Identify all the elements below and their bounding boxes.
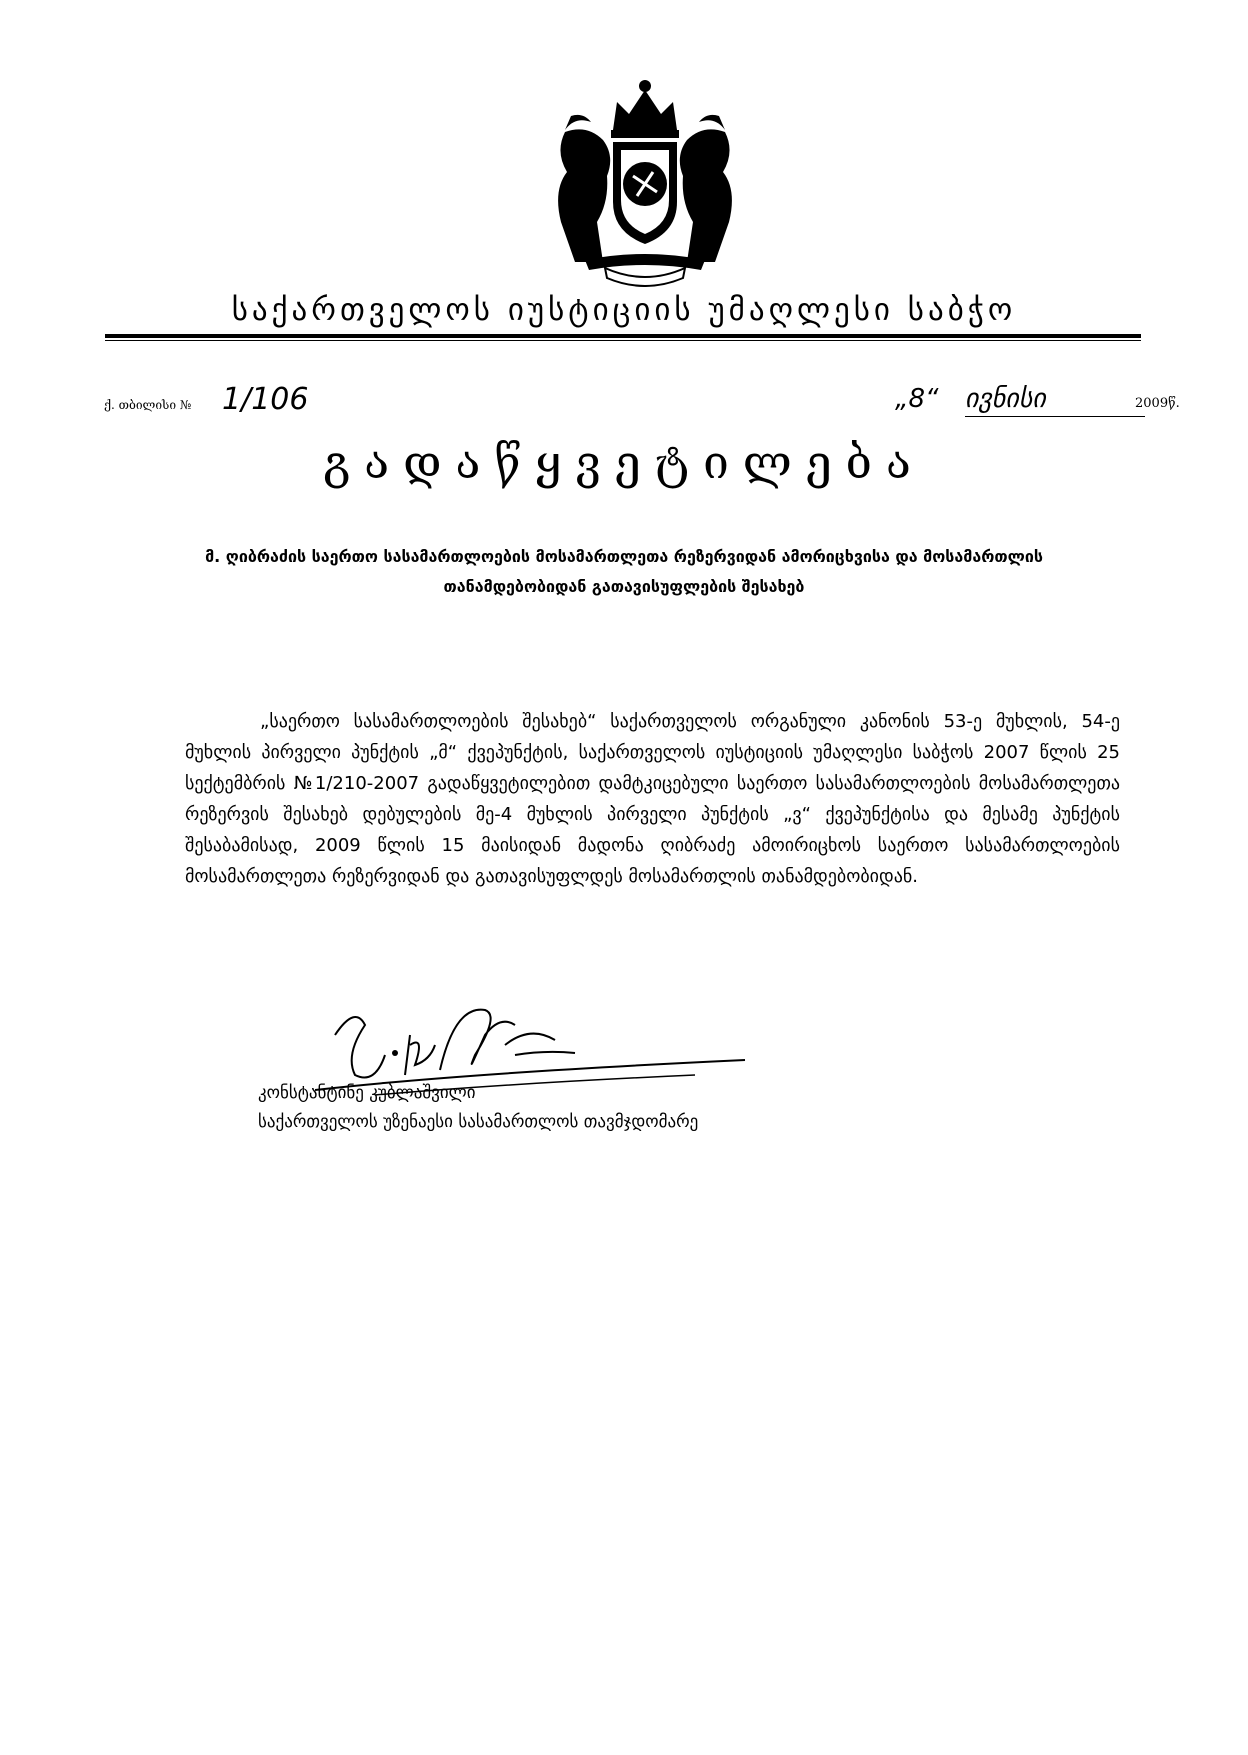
- decree-body: „საერთო სასამართლოების შესახებ“ საქართველოს ორგანული კანონის 53-ე მუხლის, 54-ე მუხლის პირველი პუნქტის „მ“ ქვეპუნქტის, საქართველოს იუსტიციის უმაღლესი საბჭოს 2007 წლის 25 სექტემბრის №1/210-2007 გადაწყვეტილებით დამტკიცებული საერთო სასამართლოების მოსამართლეთა რეზერვის შესახებ დებულების მე-4 მუხლის პირველი პუნქტის „ვ“ ქვეპუნქტისა და მესამე პუნქტის შესაბამისად, 2009 წლის 15 მაისიდან მადონა ღიბრაძე ამოირიცხოს საერთო სასამართლოების მოსამართლეთა რეზერვიდან და გათავისუფლდეს მოსამართლის თანამდებობიდან.: [185, 711, 1120, 887]
- coat-of-arms-icon: [525, 72, 765, 287]
- document-title: გადაწყვეტილება: [323, 435, 925, 489]
- header-rule-thin: [105, 340, 1141, 341]
- institution-name: საქართველოს იუსტიციის უმაღლესი საბჭო: [231, 292, 1017, 328]
- signatory-name: კონსტანტინე კუბლაშვილი: [258, 1083, 476, 1103]
- decree-number-value: 1/106: [222, 382, 309, 417]
- date-day: „8“: [895, 384, 939, 414]
- decree-subject: მ. ღიბრაძის საერთო სასამართლოების მოსამართლეთა რეზერვიდან ამორიცხვისა და მოსამართლის თანამდებობიდან გათავისუფლების შესახებ: [205, 547, 1043, 596]
- date-month: ივნისი: [965, 384, 1145, 417]
- date-year: 2009წ.: [1135, 396, 1180, 411]
- header-rule-thick: [105, 334, 1141, 338]
- decree-number-label: ქ. თბილისი №: [104, 398, 192, 412]
- signatory-position: საქართველოს უზენაესი სასამართლოს თავმჯდომარე: [258, 1112, 699, 1132]
